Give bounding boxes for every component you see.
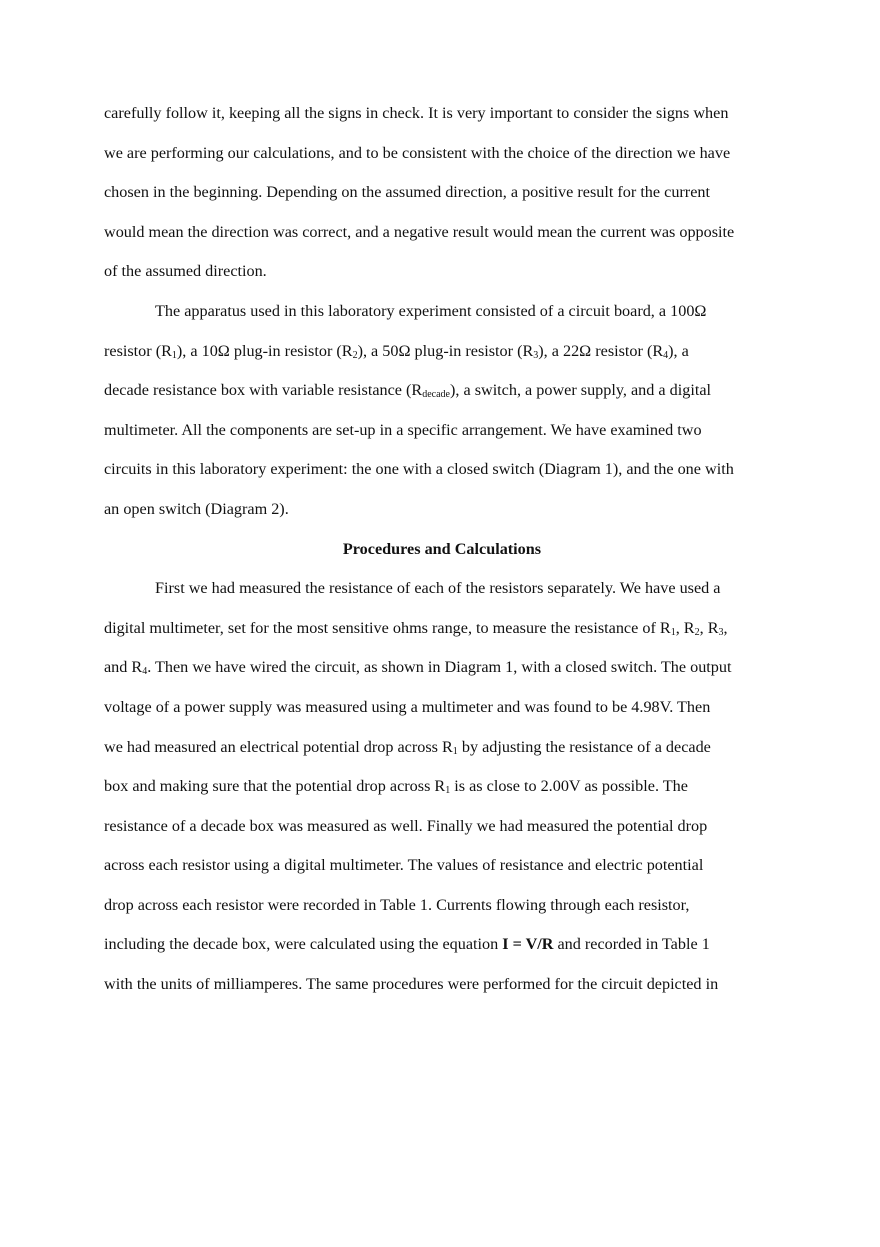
- equation: I = V/R: [502, 935, 554, 954]
- procedures-line: drop across each resistor were recorded in Table 1. Currents flowing through each resistor,: [104, 895, 690, 914]
- apparatus-line: The apparatus used in this laboratory experiment consisted of a circuit board, a 100Ω: [155, 301, 707, 320]
- procedures-line: digital multimeter, set for the most sensitive ohms range, to measure the resistance of $R_1$, $R_2$, $R_3$,: [104, 618, 728, 638]
- procedures-line: with the units of milliamperes. The same procedures were performed for the circuit depicted in: [104, 975, 719, 994]
- text-line: of the assumed direction.: [104, 262, 267, 281]
- procedures-line: box and making sure that the potential drop across $R_1$ is as close to 2.00V as possible. The: [104, 777, 688, 797]
- apparatus-line: decade resistance box with variable resistance $(R_{decade})$, a switch, a power supply, and a digital: [104, 381, 712, 401]
- text-line: carefully follow it, keeping all the signs in check. It is very important to consider the signs when: [104, 104, 729, 122]
- apparatus-line: circuits in this laboratory experiment: the one with a closed switch (Diagram 1), and the one with: [104, 460, 734, 479]
- apparatus-line: multimeter. All the components are set-up in a specific arrangement. We have examined two: [104, 420, 702, 439]
- apparatus-line: resistor $(R_1)$, a 10Ω plug-in resistor $(R_2)$, a 50Ω plug-in resistor $(R_3)$, a 22Ω resistor $(R_4)$, a: [104, 341, 689, 361]
- procedures-line: resistance of a decade box was measured as well. Finally we had measured the potential drop: [104, 816, 708, 835]
- procedures-line: First we had measured the resistance of each of the resistors separately. We have used a: [155, 579, 721, 598]
- text-line: we are performing our calculations, and to be consistent with the choice of the direction we have: [104, 143, 731, 162]
- procedures-line: including the decade box, were calculated using the equation I = V/R and recorded in Table 1: [104, 935, 710, 954]
- procedures-line: we had measured an electrical potential drop across $R_1$ by adjusting the resistance of a decade: [104, 737, 711, 757]
- body-text: [104, 94, 780, 1005]
- apparatus-line: an open switch (Diagram 2).: [104, 499, 289, 518]
- procedures-line: across each resistor using a digital multimeter. The values of resistance and electric potential: [104, 856, 704, 875]
- section-heading: Procedures and Calculations: [342, 539, 542, 558]
- procedures-line: and $R_4$. Then we have wired the circuit, as shown in Diagram 1, with a closed switch. The output: [104, 658, 732, 678]
- text-line: chosen in the beginning. Depending on the assumed direction, a positive result for the current: [104, 183, 710, 202]
- text-line: would mean the direction was correct, and a negative result would mean the current was opposite: [104, 222, 735, 241]
- procedures-line: voltage of a power supply was measured using a multimeter and was found to be 4.98V. Then: [104, 697, 711, 716]
